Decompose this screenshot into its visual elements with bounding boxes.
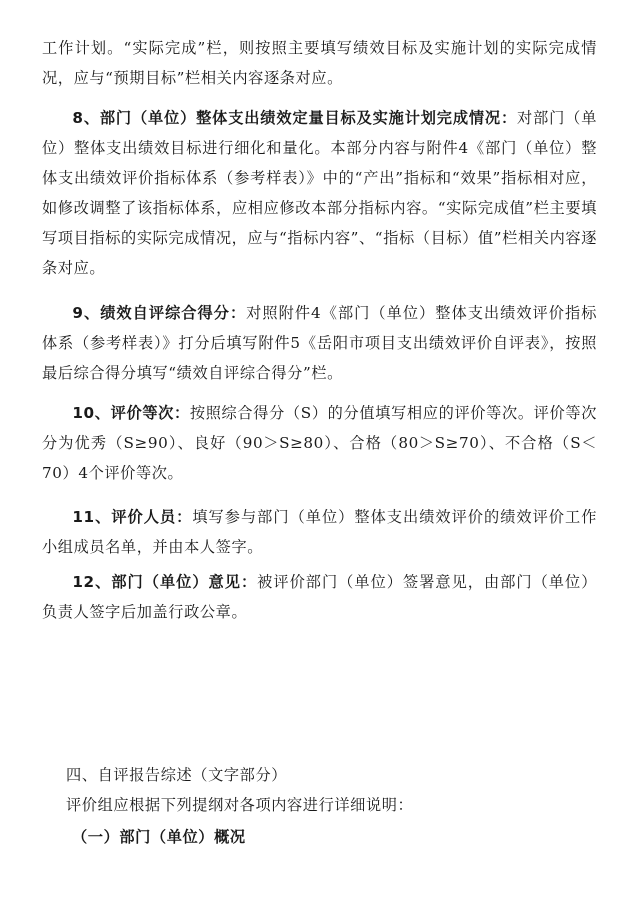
section-intro: 评价组应根据下列提纲对各项内容进行详细说明：	[66, 796, 414, 814]
item-8-label: 8、部门（单位）整体支出绩效定量目标及实施计划完成情况：	[72, 109, 518, 127]
item-10-text: 按照综合得分（S）的分值填写相应的评价等次。评价等次分为优秀（S≥90）、良好（90＞S≥80）、合格（80＞S≥70）、不合格（S＜70）4个评价等次。	[42, 404, 597, 482]
item-9-label: 9、绩效自评综合得分：	[72, 304, 247, 322]
subsection-heading: （一）部门（单位）概况	[72, 828, 246, 846]
item-12-text: 被评价部门（单位）签署意见，由部门（单位）负责人签字后加盖行政公章。	[42, 573, 597, 621]
item-11-label: 11、评价人员：	[72, 508, 193, 526]
paragraph-item-8	[42, 103, 597, 283]
item-9-text: 对照附件4《部门（单位）整体支出绩效评价指标体系（参考样表）》打分后填写附件5《岳阳市项目支出绩效评价自评表》，按照最后综合得分填写“绩效自评综合得分”栏。	[42, 304, 597, 382]
paragraph-item-12	[42, 567, 597, 627]
item-11-text: 填写参与部门（单位）整体支出绩效评价的绩效评价工作小组成员名单，并由本人签字。	[42, 508, 598, 556]
item-8-text: 对部门（单位）整体支出绩效目标进行细化和量化。本部分内容与附件4《部门（单位）整体支出绩效评价指标体系（参考样表）》中的“产出”指标和“效果”指标相对应，如修改调整了该指标体系，应相应修改本部分指标内容。“实际完成值”栏主要填写项目指标的实际完成情况，应与“指标内容”、“指标（目标）值”栏相关内容逐条对应。	[42, 109, 597, 277]
paragraph-item-9	[42, 298, 597, 388]
paragraph-text: 工作计划。“实际完成”栏，则按照主要填写绩效目标及实施计划的实际完成情况，应与“预期目标”栏相关内容逐条对应。	[42, 39, 597, 87]
paragraph-continuation	[42, 33, 597, 93]
item-10-label: 10、评价等次：	[72, 404, 190, 422]
paragraph-item-10	[42, 398, 597, 488]
item-12-label: 12、部门（单位）意见：	[72, 573, 258, 591]
section-heading: 四、自评报告综述（文字部分）	[66, 766, 288, 784]
paragraph-item-11	[42, 502, 597, 562]
